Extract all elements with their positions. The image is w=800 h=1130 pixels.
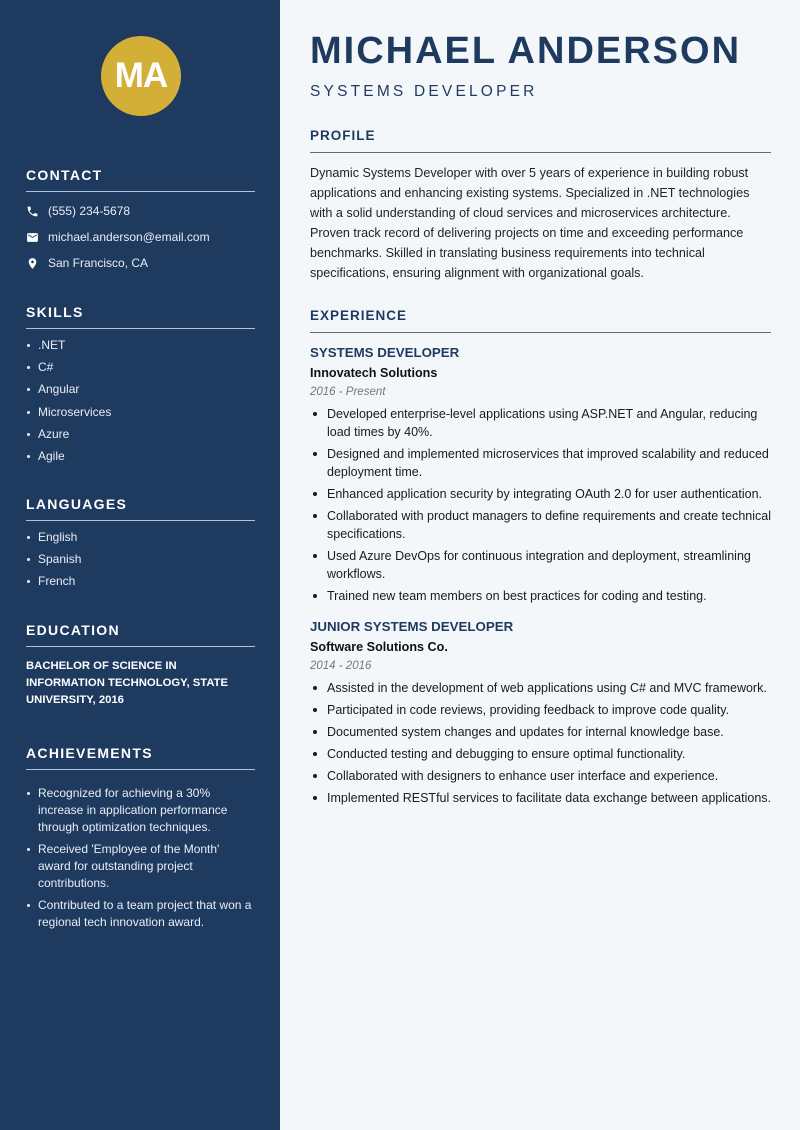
main-content [280,0,800,1130]
skill-item: Azure [26,426,255,443]
job-bullets [310,405,771,605]
candidate-name: MICHAEL ANDERSON [310,30,742,72]
skills-list [26,337,255,465]
job-dates: 2016 - Present [310,386,386,398]
phone-text: (555) 234-5678 [48,204,131,218]
avatar [101,36,181,116]
job-bullet: Developed enterprise-level applications using ASP.NET and Angular, reducing load times by 40%. [310,405,771,441]
job-entry [310,345,771,605]
contact-section [26,167,255,276]
language-item: Spanish [26,551,255,568]
languages-heading: LANGUAGES [26,496,255,521]
skills-section [26,304,255,470]
phone-icon [26,205,39,218]
skill-item: Angular [26,381,255,398]
location-pin-icon [26,257,39,270]
experience-section [310,308,771,811]
avatar-initials: MA [114,56,168,95]
job-bullet: Documented system changes and updates for internal knowledge base. [310,723,771,741]
profile-section [310,128,771,283]
job-bullet: Trained new team members on best practices for coding and testing. [310,587,771,605]
skill-item: Microservices [26,404,255,421]
education-section [26,622,255,709]
job-bullet: Used Azure DevOps for continuous integration and deployment, streamlining workflows. [310,547,771,583]
languages-section [26,496,255,596]
contact-email [26,224,255,250]
achievements-heading: ACHIEVEMENTS [26,745,255,770]
achievement-item: Recognized for achieving a 30% increase in application performance through optimization techniques. [26,785,255,836]
experience-heading: EXPERIENCE [310,308,771,333]
education-degree: BACHELOR OF SCIENCE IN INFORMATION TECHNOLOGY, STATE UNIVERSITY, 2016 [26,660,229,706]
job-title: SYSTEMS DEVELOPER [310,345,460,360]
skills-heading: SKILLS [26,304,255,329]
contact-heading: CONTACT [26,167,255,192]
languages-list [26,529,255,590]
language-item: English [26,529,255,546]
achievement-item: Contributed to a team project that won a regional tech innovation award. [26,897,255,931]
profile-heading: PROFILE [310,128,771,153]
job-dates: 2014 - 2016 [310,660,372,672]
job-bullets [310,679,771,807]
sidebar [0,0,280,1130]
contact-location [26,250,255,276]
job-bullet: Designed and implemented microservices that improved scalability and reduced deployment time. [310,445,771,481]
job-bullet: Assisted in the development of web applications using C# and MVC framework. [310,679,771,697]
skill-item: C# [26,359,255,376]
skill-item: .NET [26,337,255,354]
email-icon [26,231,39,244]
job-bullet: Conducted testing and debugging to ensure optimal functionality. [310,745,771,763]
achievements-list [26,785,255,931]
skill-item: Agile [26,448,255,465]
profile-text: Dynamic Systems Developer with over 5 years of experience in building robust applications and enhancing existing systems. Specialized in .NET technologies with a solid understanding of cloud services and microservices architecture. Proven track record of delivering projects on time and exceeding performance benchmarks. Skilled in translating business requirements into technical specifications, ensuring alignment with organizational goals. [310,166,750,280]
achievement-item: Received 'Employee of the Month' award for outstanding project contributions. [26,841,255,892]
language-item: French [26,573,255,590]
achievements-section [26,745,255,936]
job-bullet: Collaborated with product managers to define requirements and create technical specifications. [310,507,771,543]
job-bullet: Participated in code reviews, providing feedback to improve code quality. [310,701,771,719]
candidate-title: SYSTEMS DEVELOPER [310,83,538,100]
job-title: JUNIOR SYSTEMS DEVELOPER [310,619,514,634]
job-entry [310,619,771,807]
education-heading: EDUCATION [26,622,255,647]
job-bullet: Implemented RESTful services to facilitate data exchange between applications. [310,789,771,807]
location-text: San Francisco, CA [48,256,149,270]
job-bullet: Enhanced application security by integrating OAuth 2.0 for user authentication. [310,485,771,503]
contact-phone [26,198,255,224]
job-bullet: Collaborated with designers to enhance user interface and experience. [310,767,771,785]
job-company: Innovatech Solutions [310,366,438,380]
job-company: Software Solutions Co. [310,640,448,654]
email-text[interactable]: michael.anderson@email.com [48,230,210,244]
